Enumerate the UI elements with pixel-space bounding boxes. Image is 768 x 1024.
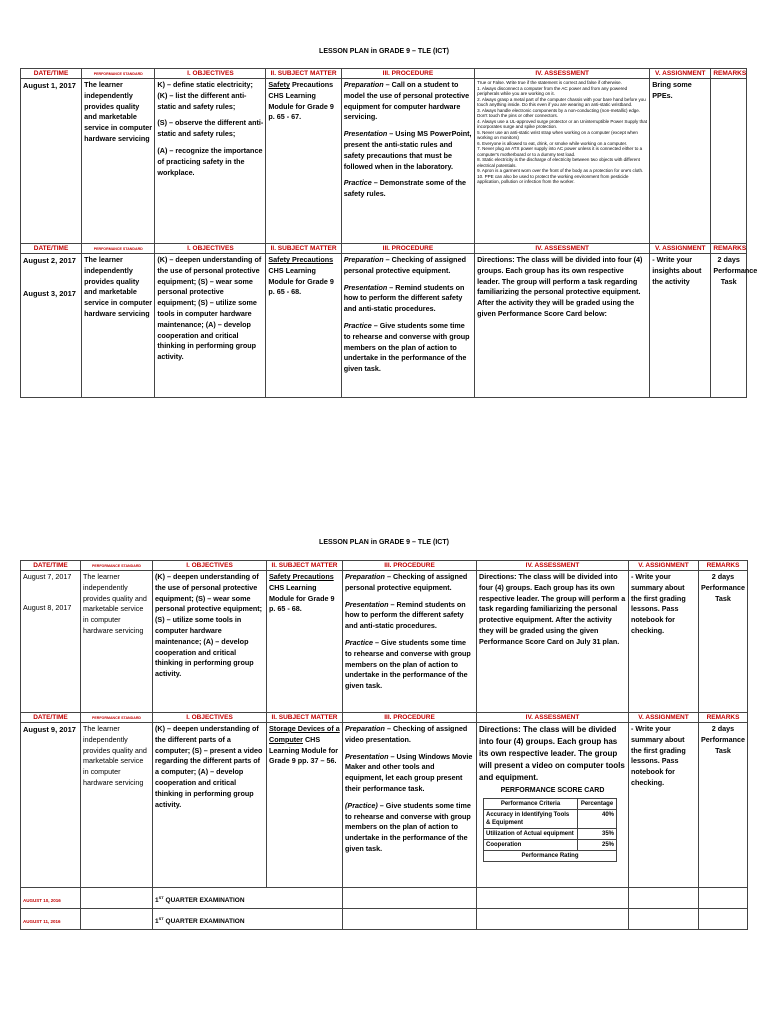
col-header-assessment: IV. ASSESSMENT	[475, 244, 650, 254]
procedure-cell: Preparation – Checking of assigned personal protective equipment. Presentation – Remind students on how to perform the different safety and anti-static procedures. Practice – Give students some time to rehearse and converse with group members on the plan of action to undertake in the performance of the given task.	[343, 255, 470, 374]
col-header-assignment: V. ASSIGNMENT	[629, 713, 699, 723]
col-header-objectives: I. OBJECTIVES	[153, 713, 267, 723]
assignment-cell: - Write your summary about the first grading lessons. Pass notebook for checking.	[631, 572, 686, 635]
exam-row	[21, 909, 748, 930]
objectives-cell: K) – define static electricity; (K) – list the different anti-static and safety rules; (S) – observe the different anti-static and safety rules; (A) – recognize the importance of practicing safety in the workplace.	[157, 80, 264, 177]
exam-label: 1ST QUARTER EXAMINATION	[155, 894, 245, 904]
col-header-remarks: REMARKS	[711, 244, 747, 254]
standard-cell: The learner independently provides quality and marketable service in computer hardware servicing	[83, 724, 147, 787]
col-header-subject: II. SUBJECT MATTER	[267, 561, 343, 571]
table-row	[21, 79, 747, 244]
remarks-cell: 2 days Performance Task	[701, 724, 745, 755]
col-header-procedure: III. PROCEDURE	[341, 244, 474, 254]
page-title: LESSON PLAN in GRADE 9 – TLE (ICT)	[319, 48, 449, 55]
col-header-remarks: REMARKS	[699, 561, 748, 571]
score-card-title: PERFORMANCE SCORE CARD	[500, 787, 605, 794]
col-header-date: DATE/TIME	[21, 713, 81, 723]
exam-label: 1ST QUARTER EXAMINATION	[155, 915, 245, 925]
objectives-cell: (K) – deepen understanding of the use of personal protective equipment; (S) – wear some personal protective equipment; (S) – utilize some tools in computer hardware maintenance; (A) – develop cooperation and critical thinking in performing group activity.	[155, 572, 263, 679]
table-header-row	[21, 561, 748, 571]
assessment-cell: Directions: The class will be divided into four (4) groups. Each group has its own respective leader. The group will perform a task regarding familiarizing the personal protective equipment. After the activity they will be graded using the given Performance Score Card below:	[477, 255, 643, 318]
assessment-cell: Directions: The class will be divided into four (4) groups. Each group has its own respective leader. The group will perform a task regarding familiarizing the personal protective equipment. After the activity they will be graded using the given Performance Score Card on July 31 plan.	[479, 572, 626, 646]
assessment-cell: Directions: The class will be divided into four (4) groups. Each group has its own respective leader. The group will present a video on computer tools and equipment. PERFORMANCE SCORE CARD Performance Criteria Percentage Accuracy in Identifying Tools & Equipment 40% Utilization of Actual equipment 35% Cooperation 25% Performance Rating	[479, 724, 626, 862]
col-header-assessment: IV. ASSESSMENT	[477, 561, 629, 571]
col-header-standard: PERFORMANCE STANDARD	[81, 561, 153, 571]
score-card-table	[483, 798, 617, 862]
col-header-standard: PERFORMANCE STANDARD	[81, 713, 153, 723]
assignment-cell: - Write your summary about the first grading lessons. Pass notebook for checking.	[631, 724, 686, 787]
standard-cell: The learner independently provides quality and marketable service in computer hardware servicing	[84, 80, 153, 143]
page-title: LESSON PLAN in GRADE 9 – TLE (ICT)	[319, 539, 449, 546]
date-cell: August 7, 2017 August 8, 2017	[23, 572, 72, 612]
col-header-assessment: IV. ASSESSMENT	[477, 713, 629, 723]
subject-cell: Storage Devices of a Computer CHS Learning Module for Grade 9 pp. 37 – 56.	[269, 724, 340, 766]
standard-cell: The learner independently provides quality and marketable service in computer hardware servicing	[84, 255, 153, 318]
col-header-objectives: I. OBJECTIVES	[155, 69, 266, 79]
col-header-procedure: III. PROCEDURE	[343, 713, 477, 723]
score-card-header: Performance Criteria Percentage	[484, 799, 617, 810]
exam-row	[21, 888, 748, 909]
date-cell: August 9, 2017	[23, 725, 76, 734]
standard-cell: The learner independently provides quality and marketable service in computer hardware servicing	[83, 572, 147, 635]
lesson-plan-table-2	[20, 560, 748, 930]
remarks-cell: 2 days Performance Task	[701, 572, 745, 603]
col-header-assignment: V. ASSIGNMENT	[650, 244, 711, 254]
col-header-standard: PERFORMANCE STANDARD	[82, 69, 155, 79]
assignment-cell: - Write your insights about the activity	[652, 255, 702, 286]
col-header-date: DATE/TIME	[21, 69, 82, 79]
table-row	[21, 723, 748, 888]
score-card-footer: Performance Rating	[484, 851, 617, 862]
procedure-cell: Preparation – Checking of assigned video presentation. Presentation – Using Windows Movie Maker and other tools and equipment, let each group present their performance task. (Practice) – Give students some time to rehearse and converse with group members on the plan of action to undertake in the performance of the given task.	[345, 724, 473, 853]
col-header-assessment: IV. ASSESSMENT	[475, 69, 650, 79]
procedure-cell: Preparation – Checking of assigned personal protective equipment. Presentation – Remind students on how to perform the different safety and anti-static procedures. Practice – Give students some time to rehearse and converse with group members on the plan of action to undertake in the performance of the given task.	[345, 572, 471, 691]
col-header-assignment: V. ASSIGNMENT	[629, 561, 699, 571]
subject-cell: Safety Precautions CHS Learning Module for Grade 9 p. 65 - 68.	[269, 572, 335, 614]
table-row	[21, 571, 748, 713]
score-card-row: Accuracy in Identifying Tools & Equipment 40%	[484, 810, 617, 829]
table-header-row	[21, 713, 748, 723]
col-header-procedure: III. PROCEDURE	[341, 69, 474, 79]
exam-date: AUGUST 10, 2016	[23, 898, 61, 903]
lesson-plan-table-1	[20, 68, 758, 398]
col-header-date: DATE/TIME	[21, 561, 81, 571]
date-cell: August 1, 2017	[23, 81, 76, 90]
col-header-assignment: V. ASSIGNMENT	[650, 69, 711, 79]
date-cell: August 2, 2017 August 3, 2017	[23, 256, 76, 298]
remarks-cell: 2 days Performance Task	[713, 255, 758, 286]
col-header-objectives: I. OBJECTIVES	[155, 244, 266, 254]
table-header-row	[21, 69, 747, 79]
col-header-date: DATE/TIME	[21, 244, 82, 254]
subject-cell: Safety Precautions CHS Learning Module for Grade 9 p. 65 - 67.	[268, 80, 334, 122]
objectives-cell: (K) – deepen understanding of the use of personal protective equipment; (S) – wear some personal protective equipment; (S) – utilize some tools in computer hardware maintenance; (A) – develop cooperation and critical thinking in performing group activity.	[157, 255, 262, 362]
col-header-subject: II. SUBJECT MATTER	[267, 713, 343, 723]
col-header-procedure: III. PROCEDURE	[343, 561, 477, 571]
col-header-subject: II. SUBJECT MATTER	[266, 244, 341, 254]
objectives-cell: (K) – deepen understanding of the different parts of a computer; (S) – present a video regarding the different parts of a computer; (A) – develop cooperation and critical thinking in performing group activity.	[155, 724, 263, 809]
assignment-cell: Bring some PPEs.	[652, 80, 692, 100]
col-header-remarks: REMARKS	[699, 713, 748, 723]
table-row	[21, 254, 747, 398]
col-header-remarks: REMARKS	[711, 69, 747, 79]
score-card-row: Utilization of Actual equipment 35%	[484, 829, 617, 840]
col-header-subject: II. SUBJECT MATTER	[266, 69, 341, 79]
subject-cell: Safety Precautions CHS Learning Module for Grade 9 p. 65 - 68.	[268, 255, 334, 297]
score-card-row: Cooperation 25%	[484, 840, 617, 851]
procedure-cell: Preparation – Call on a student to model the use of personal protective equipment for computer hardware servicing. Presentation – Using MS PowerPoint, present the anti-static rules and safety precautions that must be followed when in the laboratory. Practice – Demonstrate some of the safety rules.	[343, 80, 472, 199]
assessment-cell: True or False. Write true if the statement is correct and false if otherwise. 1. Always disconnect a computer from the AC power and from any powered peripherals while you are working on it. 2. Always grasp a metal part of the computer chassis with your bare hand before you touch anything inside. Do this even if you are wearing an anti-static wristband. 3. Always handle electronic components by a non-conducting (non-metallic) edge. Don't touch the pins or other connectors. 4. Always use a UL-approved surge protector or an Uninterruptible Power Supply that incorporates surge and spike protection. 5. Never use an anti-static wrist strap when working on a computer (except when working on monitors) 6. Everyone is allowed to eat, drink, or smoke while working on a computer. 7. Never plug an ATX power supply into AC power unless it is connected either to a computer's motherboard or to a dummy test load. 8. Static electricity is the discharge of electricity between two objects with different electrical potentials. 9. Apron is a garment worn over the front of the body as a protection for one's cloth. 10. PPE can also be used to protect the working environment from pesticide application, pollution or infection from the worker.	[477, 80, 647, 184]
exam-date: AUGUST 11, 2016	[23, 919, 61, 924]
col-header-objectives: I. OBJECTIVES	[153, 561, 267, 571]
col-header-standard: PERFORMANCE STANDARD	[82, 244, 155, 254]
table-header-row	[21, 244, 747, 254]
